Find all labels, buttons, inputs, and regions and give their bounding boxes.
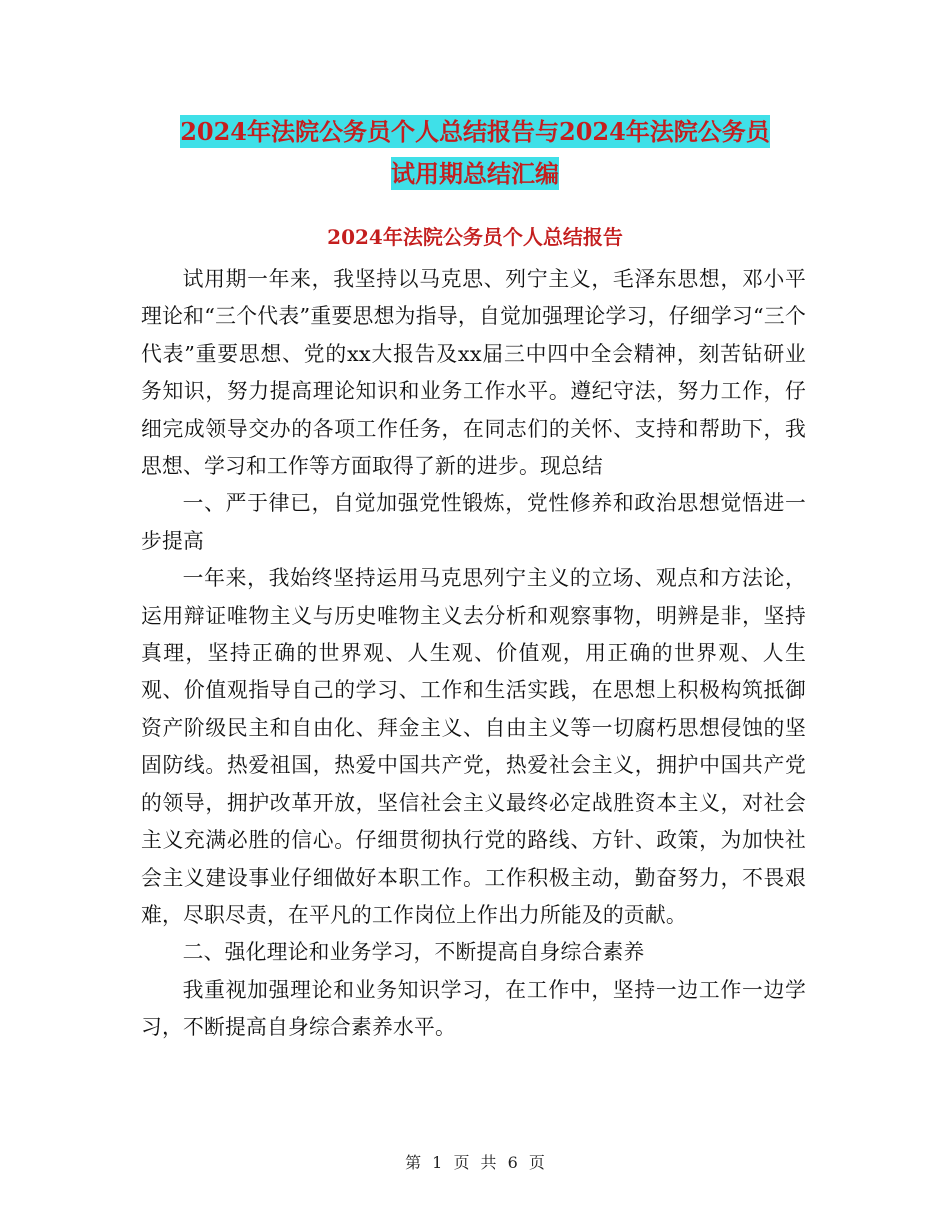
paragraph-section-1: 一年来，我始终坚持运用马克思列宁主义的立场、观点和方法论，运用辩证唯物主义与历史唯物主义去分析和观察事物，明辨是非，坚持真理，坚持正确的世界观、人生观、价值观，用正确的世界观、人生观、价值观指导自己的学习、工作和生活实践，在思想上积极构筑抵御资产阶级民主和自由化、拜金主义、自由主义等一切腐朽思想侵蚀的坚固防线。热爱祖国，热爱中国共产党，热爱社会主义，拥护中国共产党的领导，拥护改革开放，坚信社会主义最终必定战胜资本主义，对社会主义充满必胜的信心。仔细贯彻执行党的路线、方针、政策，为加快社会主义建设事业仔细做好本职工作。工作积极主动，勤奋努力，不畏艰难，尽职尽责，在平凡的工作岗位上作出力所能及的贡献。 [141,566,806,927]
document-title-line-1 [0,110,950,154]
paragraph-section-2: 我重视加强理论和业务知识学习，在工作中，坚持一边工作一边学习，不断提高自身综合素养水平。 [141,977,806,1040]
title-highlight-1: 2024年法院公务员个人总结报告与2024年法院公务员 [180,117,770,146]
heading-section-2: 二、强化理论和业务学习，不断提高自身综合素养 [182,940,645,965]
document-body [141,261,806,1047]
heading-section-1: 一、严于律已，自觉加强党性锻炼，党性修养和政治思想觉悟进一步提高 [141,491,806,553]
document-title-line-2 [0,152,950,196]
section-title: 2024年法院公务员个人总结报告 [327,225,623,249]
title-highlight-2: 试用期总结汇编 [391,159,559,188]
paragraph-intro: 试用期一年来，我坚持以马克思、列宁主义，毛泽东思想，邓小平理论和“三个代表”重要思想为指导，自觉加强理论学习，仔细学习“三个代表”重要思想、党的xx大报告及xx届三中四中全会精神，刻苦钻研业务知识，努力提高理论知识和业务工作水平。遵纪守法，努力工作，仔细完成领导交办的各项工作任务，在同志们的关怀、支持和帮助下，我思想、学习和工作等方面取得了新的进步。现总结 [141,267,806,479]
page-number-footer: 第 1 页 共 6 页 [405,1153,545,1172]
